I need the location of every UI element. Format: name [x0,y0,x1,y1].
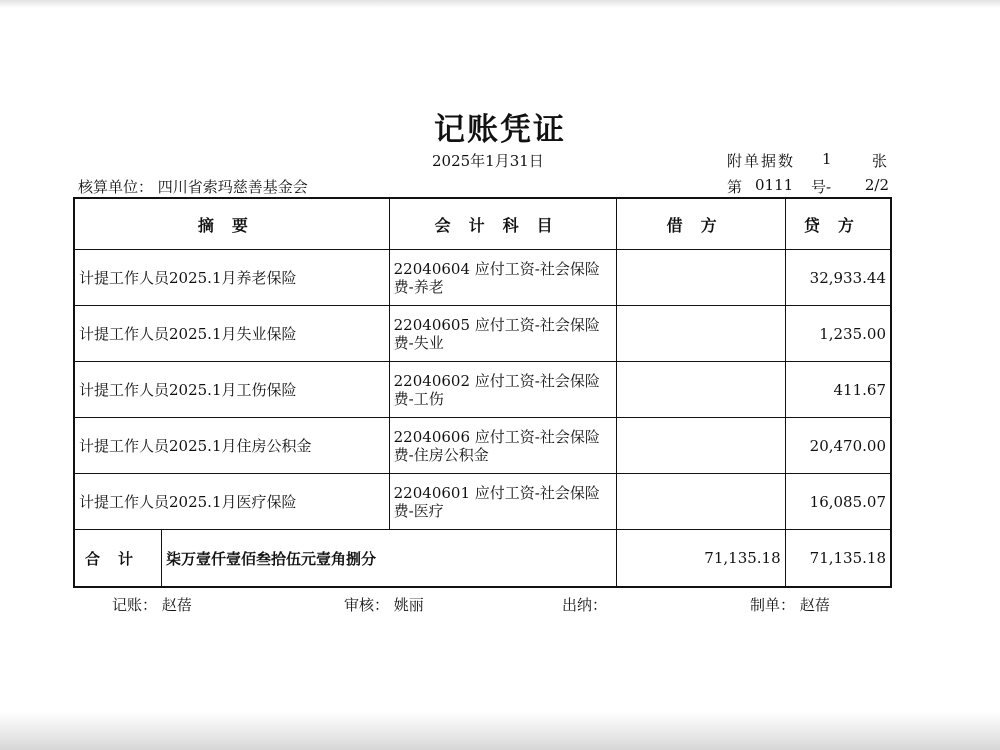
attachment-number: 1 [822,150,832,168]
header-credit: 贷方 [785,198,891,250]
cashier-signature: 出纳： [562,596,608,614]
row-credit: 32,933.44 [785,250,891,306]
header-account: 会计科目 [389,198,616,250]
row-credit: 1,235.00 [785,306,891,362]
row-summary: 计提工作人员2025.1月医疗保险 [74,474,389,530]
voucher-page: 2/2 [864,176,889,194]
row-account: 22040604 应付工资-社会保险费-养老 [389,250,616,306]
row-credit: 16,085.07 [785,474,891,530]
voucher-number-suffix: 号- [811,178,832,196]
row-credit: 20,470.00 [785,418,891,474]
reviewer-signature: 审核： 姚丽 [344,596,424,614]
row-summary: 计提工作人员2025.1月失业保险 [74,306,389,362]
row-credit: 411.67 [785,362,891,418]
voucher-date: 2025年1月31日 [432,152,544,170]
row-account: 22040606 应付工资-社会保险费-住房公积金 [389,418,616,474]
row-debit [616,306,785,362]
voucher-number-value: 0111 [755,176,794,194]
row-summary: 计提工作人员2025.1月住房公积金 [74,418,389,474]
attachment-count [727,150,887,171]
preparer-signature: 制单： 赵蓓 [750,596,830,614]
row-debit [616,418,785,474]
row-summary: 计提工作人员2025.1月工伤保险 [74,362,389,418]
row-account: 22040602 应付工资-社会保险费-工伤 [389,362,616,418]
header-debit: 借方 [616,198,785,250]
attachment-label: 附单据数 [727,152,796,170]
total-amount-in-words: 柒万壹仟壹佰叁拾伍元壹角捌分 [162,530,617,588]
voucher-table [73,197,892,588]
voucher-number [727,176,889,197]
row-debit [616,474,785,530]
total-label: 合计 [74,530,162,588]
row-summary: 计提工作人员2025.1月养老保险 [74,250,389,306]
total-row [74,530,891,588]
voucher-title: 记账凭证 [434,112,566,148]
accounting-unit-name: 四川省索玛慈善基金会 [157,178,308,196]
total-credit: 71,135.18 [785,530,891,588]
table-row [74,250,891,306]
attachment-unit: 张 [871,152,887,170]
table-row [74,474,891,530]
scan-edge-top [0,0,1000,8]
scan-edge-bottom [0,712,1000,750]
table-row [74,418,891,474]
row-account: 22040605 应付工资-社会保险费-失业 [389,306,616,362]
accounting-unit-label: 核算单位： [78,178,154,196]
accounting-unit [78,176,308,197]
table-row [74,306,891,362]
row-debit [616,250,785,306]
header-summary: 摘要 [74,198,389,250]
row-account: 22040601 应付工资-社会保险费-医疗 [389,474,616,530]
row-debit [616,362,785,418]
voucher-number-prefix: 第 [727,178,743,196]
table-row [74,362,891,418]
header-row [74,198,891,250]
bookkeeper-signature: 记账： 赵蓓 [112,596,192,614]
total-debit: 71,135.18 [616,530,785,588]
